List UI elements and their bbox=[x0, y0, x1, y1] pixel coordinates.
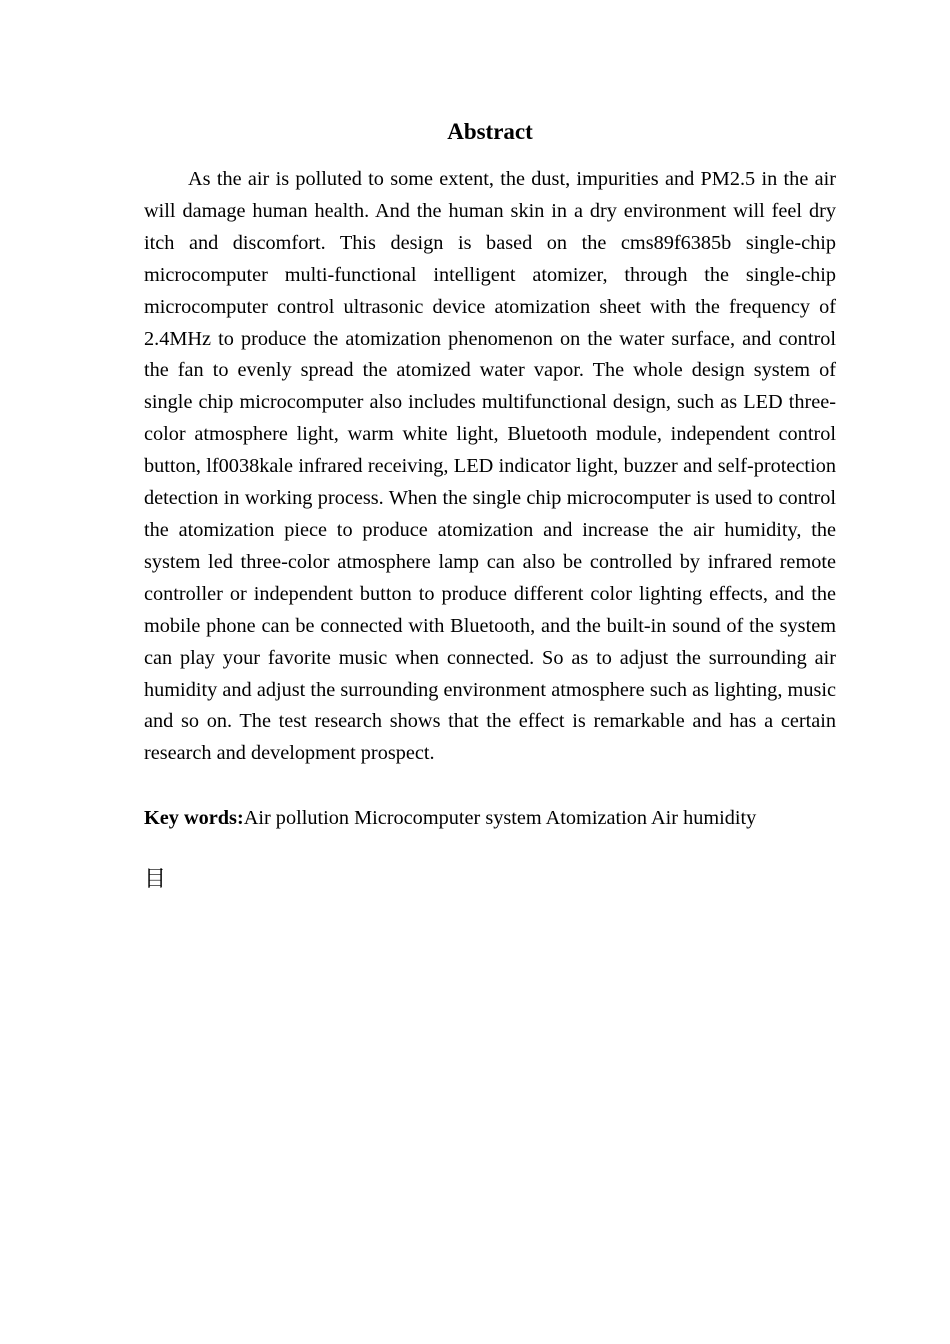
keywords-text: Air pollution Microcomputer system Atomization Air humidity bbox=[243, 807, 757, 830]
table-of-contents-heading-fragment: 目 bbox=[144, 867, 167, 893]
keywords-label: Key words: bbox=[144, 807, 244, 830]
abstract-title: Abstract bbox=[447, 119, 533, 144]
abstract-paragraph: As the air is polluted to some extent, the dust, impurities and PM2.5 in the air will damage human health. And the human skin in a dry environment will feel dry itch and discomfort. This design is based on the cms89f6385b single-chip microcomputer multi-functional intelligent atomizer, through the single-chip microcomputer control ultrasonic device atomization sheet with the frequency of 2.4MHz to produce the atomization phenomenon on the water surface, and control the fan to evenly spread the atomized water vapor. The whole design system of single chip microcomputer also includes multifunctional design, such as LED three-color atmosphere light, warm white light, Bluetooth module, independent control button, lf0038kale infrared receiving, LED indicator light, buzzer and self-protection detection in working process. When the single chip microcomputer is used to control the atomization piece to produce atomization and increase the air humidity, the system led three-color atmosphere lamp can also be controlled by infrared remote controller or independent button to produce different color lighting effects, and the mobile phone can be connected with Bluetooth, and the built-in sound of the system can play your favorite music when connected. So as to adjust the surrounding air humidity and adjust the surrounding environment atmosphere such as lighting, music and so on. The test research shows that the effect is remarkable and has a certain research and development prospect. bbox=[144, 168, 836, 765]
keywords-line bbox=[144, 802, 836, 834]
document-page bbox=[144, 114, 836, 896]
